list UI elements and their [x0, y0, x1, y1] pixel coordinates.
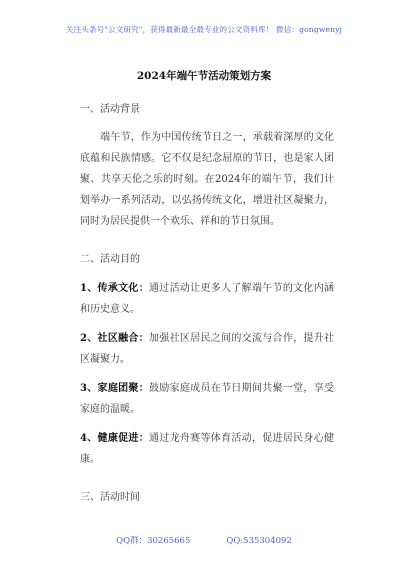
section-heading-time: 三、活动时间: [80, 492, 140, 503]
purpose-item: [80, 428, 334, 470]
footer-qq-group: QQ群：30265665: [116, 536, 191, 546]
document-title: 2024年端午节活动策划方案: [136, 70, 272, 82]
purpose-item-text: 通过龙舟赛等体育活动，促进居民身心健康。: [80, 433, 334, 465]
purpose-item-label: 3、家庭团聚：: [80, 383, 150, 394]
section-heading-background: 一、活动背景: [80, 104, 140, 115]
purpose-item-label: 1、传承文化：: [80, 283, 150, 294]
header-notice: 关注头条号"公文研究"，获得最新最全最专业的公文资料库！ 微信：gongwenyj: [65, 25, 343, 34]
background-paragraph: [80, 127, 334, 232]
purpose-item: [80, 278, 334, 320]
purpose-item-label: 4、健康促进：: [80, 433, 150, 444]
footer-qq: QQ:535304092: [226, 536, 292, 546]
purpose-item-text: 鼓励家庭成员在节日期间共聚一堂，享受家庭的温暖。: [80, 383, 334, 415]
purpose-item: [80, 378, 334, 420]
purpose-item: [80, 328, 334, 370]
purpose-item-text: 通过活动让更多人了解端午节的文化内涵和历史意义。: [80, 283, 334, 315]
purpose-item-label: 2、社区融合：: [80, 333, 150, 344]
purpose-item-text: 加强社区居民之间的交流与合作，提升社区凝聚力。: [80, 333, 334, 365]
background-paragraph-text: 端午节，作为中国传统节日之一，承载着深厚的文化底蕴和民族情感。它不仅是纪念屈原的节日，也是家人团聚、共享天伦之乐的时刻。在2024年的端午节，我们计划举办一系列活动，以弘扬传统文化，增进社区凝聚力，同时为居民提供一个欢乐、祥和的节日氛围。: [80, 132, 334, 227]
footer-contact: [0, 534, 408, 546]
section-heading-purpose: 二、活动目的: [80, 254, 140, 265]
